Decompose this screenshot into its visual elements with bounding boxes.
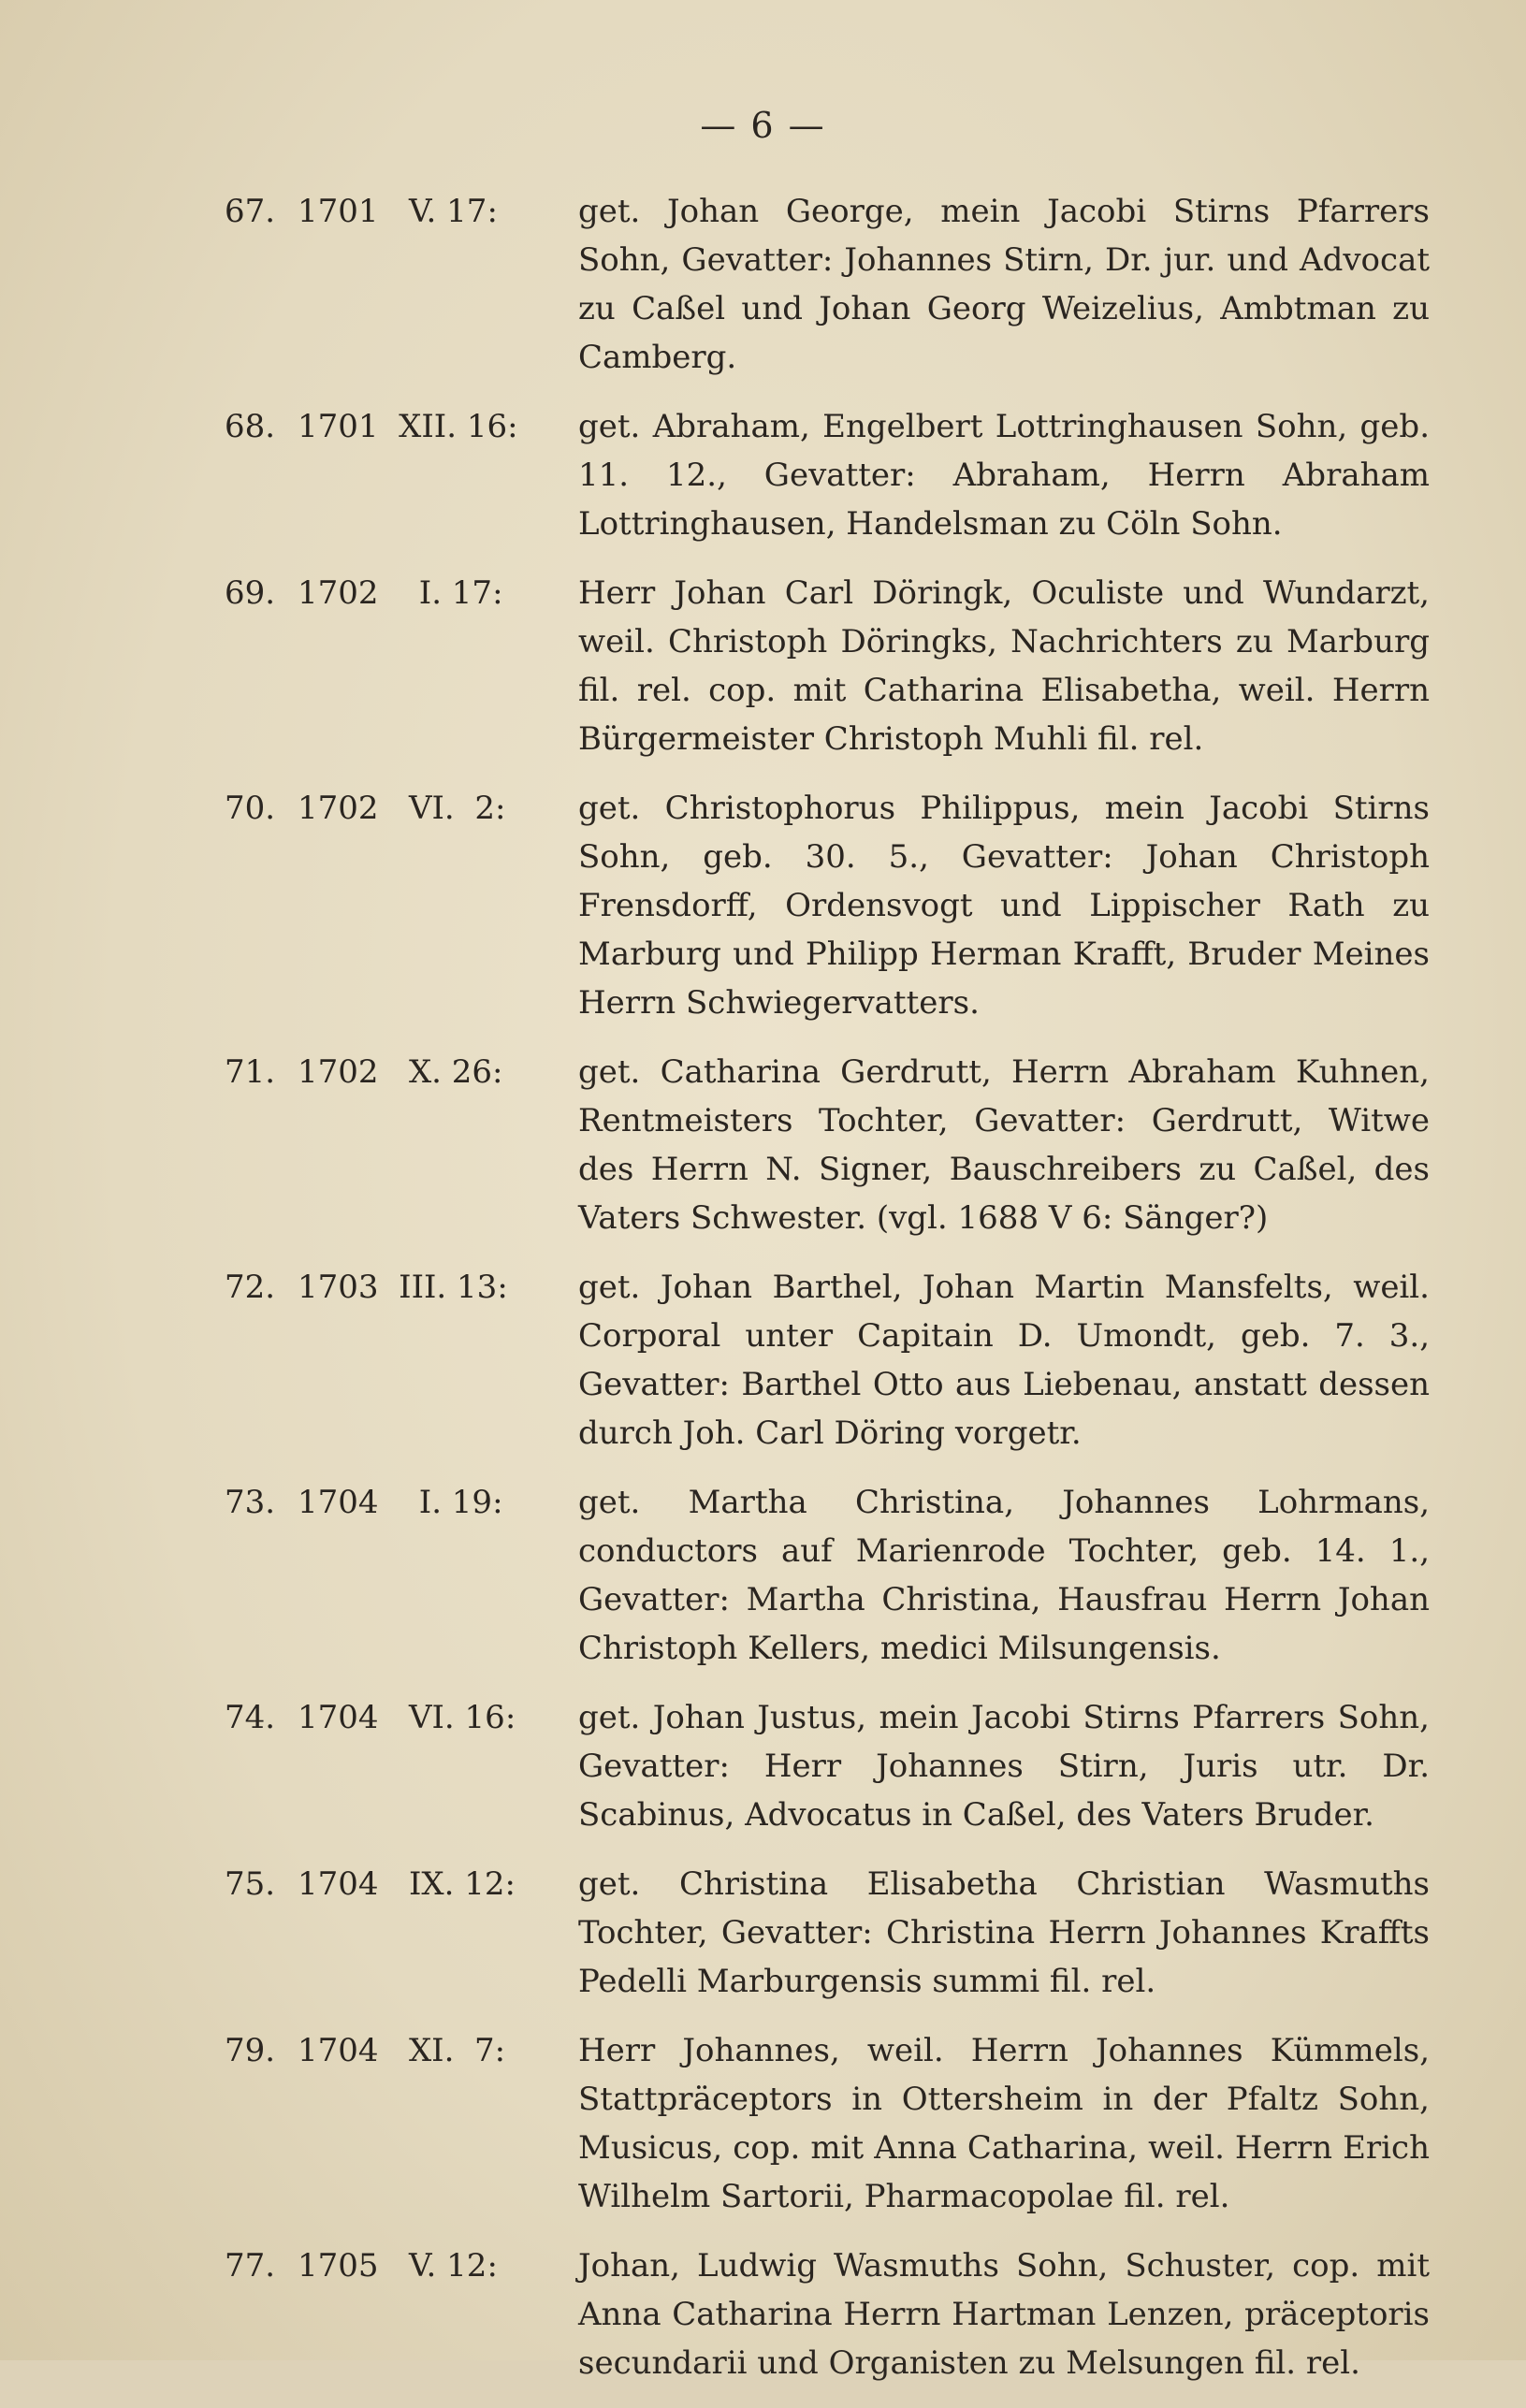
entry-number: 69. xyxy=(225,574,276,612)
register-entry xyxy=(225,1693,1441,1839)
register-entry xyxy=(225,187,1441,382)
entry-text: get. Johan Justus, mein Jacobi Stirns Pfarrers Sohn, Gevatter: Herr Johannes Stirn, Juris utr. Dr. Scabinus, Advocatus in Caßel, des Vaters Bruder. xyxy=(578,1699,1430,1834)
entry-text: get. Christophorus Philippus, mein Jacobi Stirns Sohn, geb. 30. 5., Gevatter: Johan Christoph Frensdorff, Ordensvogt und Lippischer Rath zu Marburg und Philipp Herman Krafft, Bruder Meines Herrn Schwiegervatters. xyxy=(578,790,1430,1022)
entry-text: get. Johan George, mein Jacobi Stirns Pfarrers Sohn, Gevatter: Johannes Stirn, Dr. jur. und Advocat zu Caßel und Johan Georg Weizelius, Ambtman zu Camberg. xyxy=(578,193,1430,376)
entry-number: 71. xyxy=(225,1053,276,1091)
entry-number: 75. xyxy=(225,1865,276,1903)
entry-number: 73. xyxy=(225,1484,276,1521)
entry-text: Johan, Ludwig Wasmuths Sohn, Schuster, cop. mit Anna Catharina Herrn Hartman Lenzen, präceptoris secundarii und Organisten zu Melsungen fil. rel. xyxy=(578,2247,1430,2382)
entry-number: 77. xyxy=(225,2247,276,2285)
register-entry xyxy=(225,2241,1441,2387)
entry-date: 1701 V. 17: xyxy=(298,193,498,230)
entry-number: 67. xyxy=(225,193,276,230)
entry-date: 1704 I. 19: xyxy=(298,1484,503,1521)
entry-text: get. Catharina Gerdrutt, Herrn Abraham Kuhnen, Rentmeisters Tochter, Gevatter: Gerdrutt, Witwe des Herrn N. Signer, Bauschreibers zu Caßel, des Vaters Schwester. (vgl. 1688 V 6: Sänger?) xyxy=(578,1053,1430,1237)
page-number: — 6 — xyxy=(700,105,826,146)
entry-date: 1704 VI. 16: xyxy=(298,1699,516,1736)
entry-text: get. Christina Elisabetha Christian Wasmuths Tochter, Gevatter: Christina Herrn Johannes Kraffts Pedelli Marburgensis summi fil. rel. xyxy=(578,1865,1430,2000)
entry-number: 72. xyxy=(225,1269,276,1306)
register-entry xyxy=(225,2026,1441,2221)
entry-date: 1701 XII. 16: xyxy=(298,408,518,445)
register-entry xyxy=(225,1860,1441,2006)
entry-text: Herr Johannes, weil. Herrn Johannes Kümmels, Stattpräceptors in Ottersheim in der Pfaltz Sohn, Musicus, cop. mit Anna Catharina, weil. Herrn Erich Wilhelm Sartorii, Pharmacopolae fil. rel. xyxy=(578,2032,1430,2215)
register-entry xyxy=(225,784,1441,1027)
entry-date: 1705 V. 12: xyxy=(298,2247,498,2285)
entry-date: 1703 III. 13: xyxy=(298,1269,508,1306)
entry-number: 70. xyxy=(225,790,276,827)
register-entry xyxy=(225,1048,1441,1242)
entry-text: get. Abraham, Engelbert Lottringhausen Sohn, geb. 11. 12., Gevatter: Abraham, Herrn Abraham Lottringhausen, Handelsman zu Cöln Sohn. xyxy=(578,408,1430,543)
entry-date: 1704 XI. 7: xyxy=(298,2032,506,2069)
entry-date: 1704 IX. 12: xyxy=(298,1865,516,1903)
entry-number: 74. xyxy=(225,1699,276,1736)
register-entry xyxy=(225,569,1441,763)
register-entry xyxy=(225,402,1441,548)
register-entry xyxy=(225,1263,1441,1458)
entry-text: Herr Johan Carl Döringk, Oculiste und Wundarzt, weil. Christoph Döringks, Nachrichters zu Marburg fil. rel. cop. mit Catharina Elisabetha, weil. Herrn Bürgermeister Christoph Muhli fil. rel. xyxy=(578,574,1430,758)
entry-date: 1702 X. 26: xyxy=(298,1053,503,1091)
register-entries xyxy=(225,187,1441,2408)
entry-text: get. Johan Barthel, Johan Martin Mansfelts, weil. Corporal unter Capitain D. Umondt, geb. 7. 3., Gevatter: Barthel Otto aus Liebenau, anstatt dessen durch Joh. Carl Döring vorgetr. xyxy=(578,1269,1430,1452)
entry-text: get. Martha Christina, Johannes Lohrmans, conductors auf Marienrode Tochter, geb. 14. 1., Gevatter: Martha Christina, Hausfrau Herrn Johan Christoph Kellers, medici Milsungensis. xyxy=(578,1484,1430,1667)
entry-date: 1702 I. 17: xyxy=(298,574,503,612)
entry-number: 79. xyxy=(225,2032,276,2069)
register-entry xyxy=(225,1478,1441,1673)
entry-date: 1702 VI. 2: xyxy=(298,790,506,827)
entry-number: 68. xyxy=(225,408,276,445)
